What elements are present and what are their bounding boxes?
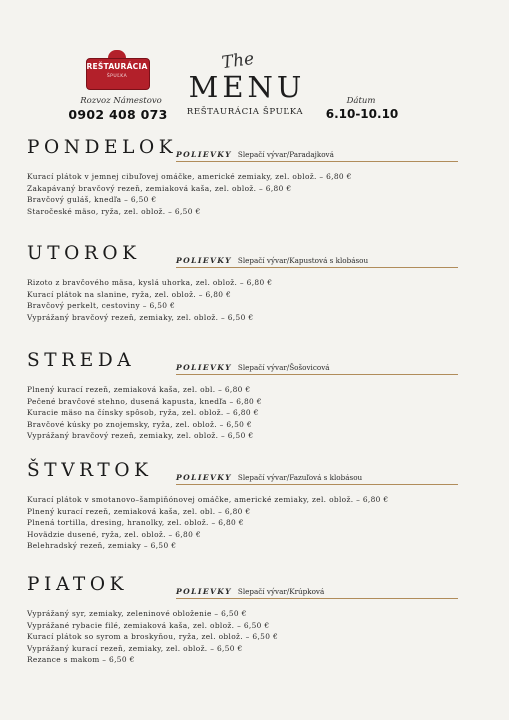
- soup-text: Slepačí vývar/Fazuľová s klobásou: [237, 473, 363, 482]
- meal-item: Kurací plátok v jemnej cibuľovej omáčke, americké zemiaky, zel. oblož. – 6,80 €: [27, 172, 352, 181]
- restaurant-subtitle: REŠTAURÁCIA ŠPUĽKA: [186, 107, 304, 117]
- meal-item: Staročeské mäso, ryža, zel. oblož. – 6,50 €: [27, 206, 201, 216]
- section-divider: [176, 267, 458, 268]
- soup-label: POLIEVKY: [176, 150, 232, 159]
- meal-item: Kurací plátok so syrom a broskyňou, ryža, zel. oblož. – 6,50 €: [27, 632, 279, 641]
- meal-list: [27, 171, 502, 217]
- meal-item: Belehradský rezeň, zemiaky – 6,50 €: [27, 541, 177, 550]
- day-name: UTOROK: [27, 243, 141, 264]
- meal-item: Kurací plátok na slanine, ryža, zel. oblož. – 6,80 €: [27, 289, 232, 299]
- day-name: PONDELOK: [27, 137, 178, 158]
- soup-line: [176, 363, 330, 372]
- day-name: ŠTVRTOK: [27, 460, 153, 481]
- title-the: The: [220, 48, 256, 74]
- soup-label: POLIEVKY: [176, 473, 232, 482]
- soup-label: POLIEVKY: [176, 256, 232, 265]
- soup-text: Slepačí vývar/Kapustová s klobásou: [237, 256, 369, 265]
- date-value: 6.10-10.10: [325, 107, 399, 121]
- section-divider: [176, 484, 458, 485]
- meal-item: Rezance s makom – 6,50 €: [27, 655, 135, 664]
- page-title: MENU: [188, 70, 306, 104]
- meal-item: Vyprážaný bravčový rezeň, zemiaky, zel. oblož. – 6,50 €: [27, 312, 254, 322]
- meal-item: Vyprážané rybacie filé, zemiaková kaša, zel. oblož. – 6,50 €: [27, 620, 270, 630]
- meal-list: [27, 608, 502, 666]
- meal-item: Kuracie mäso na čínsky spôsob, ryža, zel. oblož. – 6,80 €: [27, 408, 259, 417]
- delivery-location: Rozvoz Námestovo: [80, 96, 162, 106]
- meal-item: Plnený kurací rezeň, zemiaková kaša, zel. obl. – 6,80 €: [27, 506, 251, 516]
- meal-item: Rizoto z bravčového mäsa, kyslá uhorka, zel. oblož. – 6,80 €: [27, 278, 273, 287]
- meal-item: Plnená tortilla, dresing, hranolky, zel. oblož. – 6,80 €: [27, 518, 244, 527]
- soup-label: POLIEVKY: [176, 363, 232, 372]
- section-divider: [176, 374, 458, 375]
- soup-text: Slepačí vývar/Paradajková: [237, 150, 334, 159]
- meal-item: Kurací plátok v smotanovo–šampiňónovej omáčke, americké zemiaky, zel. oblož. – 6,80 €: [27, 495, 389, 504]
- day-name: PIATOK: [27, 574, 129, 595]
- meal-item: Pečené bravčové stehno, dusená kapusta, knedľa – 6,80 €: [27, 396, 262, 406]
- restaurant-logo: [86, 50, 148, 94]
- meal-item: Vyprážaný syr, zemiaky, zeleninové obloženie – 6,50 €: [27, 609, 247, 618]
- meal-item: Plnený kurací rezeň, zemiaková kaša, zel. obl. – 6,80 €: [27, 385, 251, 394]
- date-label: Dátum: [346, 96, 376, 106]
- meal-list: [27, 384, 502, 442]
- soup-line: [176, 587, 324, 596]
- day-name: STREDA: [27, 350, 136, 371]
- soup-label: POLIEVKY: [176, 587, 232, 596]
- soup-line: [176, 150, 334, 159]
- logo-subname: ŠPUĽKA: [106, 74, 128, 79]
- meal-item: Zakapávaný bravčový rezeň, zemiaková kaša, zel. oblož. – 6,80 €: [27, 183, 292, 193]
- soup-line: [176, 473, 362, 482]
- meal-item: Bravčový perkelt, cestoviny – 6,50 €: [27, 301, 176, 310]
- soup-text: Slepačí vývar/Krúpková: [237, 587, 325, 596]
- meal-list: [27, 494, 502, 552]
- meal-item: Bravčový guláš, knedľa – 6,50 €: [27, 195, 157, 204]
- meal-item: Vyprážaný bravčový rezeň, zemiaky, zel. oblož. – 6,50 €: [27, 431, 254, 440]
- section-divider: [176, 161, 458, 162]
- section-divider: [176, 598, 458, 599]
- phone-number: 0902 408 073: [68, 107, 168, 122]
- meal-item: Bravčové kúsky po znojemsky, ryža, zel. oblož. – 6,50 €: [27, 419, 252, 429]
- meal-list: [27, 277, 502, 323]
- meal-item: Hovädzie dusené, ryža, zel. oblož. – 6,80 €: [27, 529, 201, 539]
- logo-name: REŠTAURÁCIA: [86, 62, 148, 71]
- soup-text: Slepačí vývar/Šošovicová: [237, 363, 330, 372]
- soup-line: [176, 256, 368, 265]
- meal-item: Vyprážaný kurací rezeň, zemiaky, zel. oblož. – 6,50 €: [27, 643, 243, 653]
